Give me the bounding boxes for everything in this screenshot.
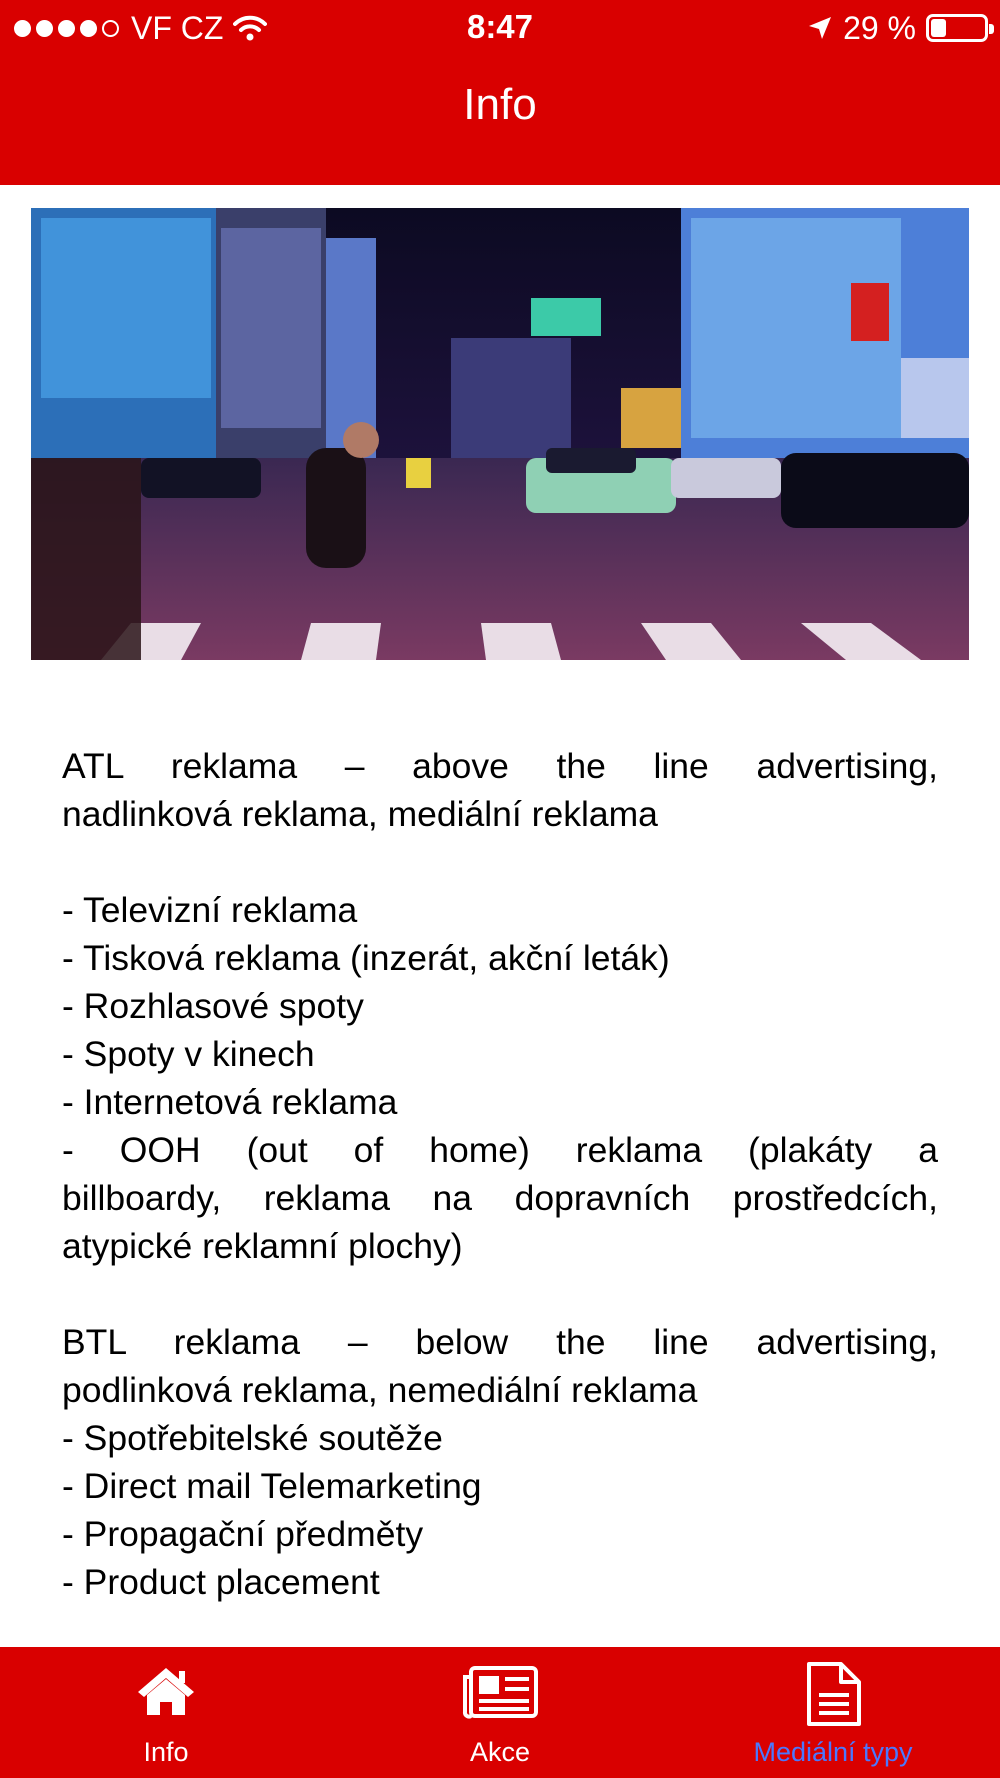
tab-bar [0,1647,1000,1778]
list-item: - Rozhlasové spoty [62,986,364,1026]
list-item: - Televizní reklama [62,890,358,930]
atl-heading: ATL reklama – above the line advertising, [62,746,938,786]
tab-label: Info [143,1737,189,1767]
carrier-name: VF CZ [131,9,224,46]
btl-heading: BTL reklama – below the line advertising, [62,1322,938,1362]
home-icon [135,1665,197,1717]
navigation-bar [0,54,1000,185]
tab-medialni-typy[interactable] [723,1647,943,1778]
list-item: - Spoty v kinech [62,1034,315,1074]
battery-icon [926,14,988,42]
list-item-ooh-continued: billboardy, reklama na dopravních prostředcích, [62,1178,938,1218]
clock: 8:47 [466,8,534,45]
btl-heading-continued: podlinková reklama, nemediální reklama [62,1370,698,1410]
list-item: - Product placement [62,1562,380,1602]
battery-percentage: 29 % [843,9,916,46]
page-title: Info [463,80,537,129]
tab-info[interactable] [56,1647,276,1778]
list-item-ooh-end: atypické reklamní plochy) [62,1226,463,1266]
tab-label: Akce [469,1737,531,1767]
list-item: - Tisková reklama (inzerát, akční leták) [62,938,670,978]
list-item: - Direct mail Telemarketing [62,1466,482,1506]
atl-heading-continued: nadlinková reklama, mediální reklama [62,794,658,834]
list-item: - Internetová reklama [62,1082,398,1122]
article-content [62,742,938,1606]
tab-akce[interactable] [390,1647,610,1778]
location-arrow-icon [807,15,833,41]
tab-label: Mediální typy [753,1737,913,1767]
newspaper-icon [461,1665,539,1719]
document-icon [803,1661,863,1727]
list-item: - Propagační předměty [62,1514,424,1554]
status-bar [0,0,1000,54]
hero-image [31,208,969,660]
list-item: - Spotřebitelské soutěže [62,1418,443,1458]
status-right [807,8,988,48]
night-city-street-photo [31,208,969,660]
list-item-ooh: - OOH (out of home) reklama (plakáty a [62,1130,938,1170]
